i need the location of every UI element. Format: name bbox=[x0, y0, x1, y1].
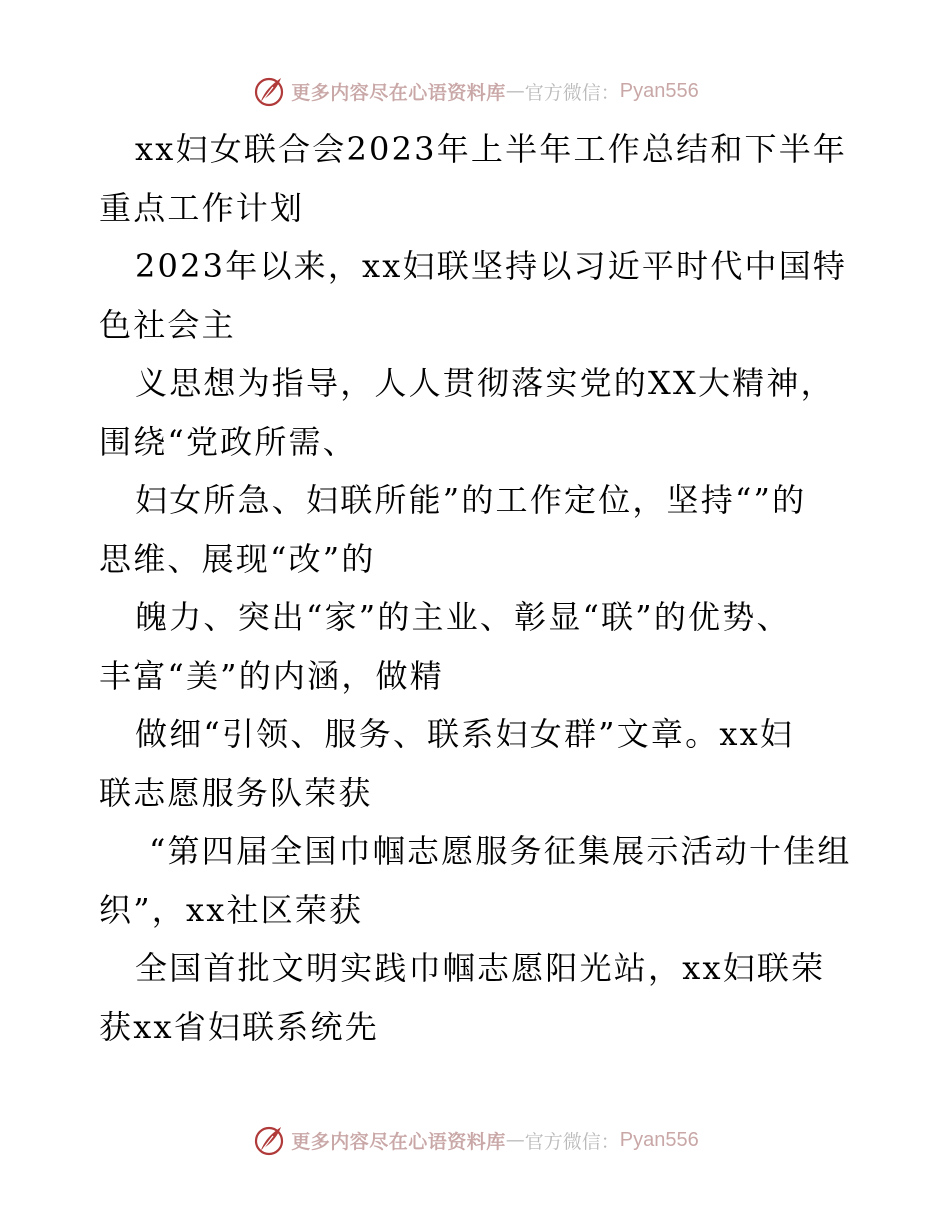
watermark-wechat-id: Pyan556 bbox=[619, 79, 699, 102]
feather-pen-logo-icon bbox=[251, 1122, 287, 1158]
paragraph-line: 妇女所急、妇联所能”的工作定位，坚持“”的 bbox=[135, 481, 807, 519]
paragraph-line: 魄力、突出“家”的主业、彰显“联”的优势、 bbox=[135, 598, 791, 636]
paragraph-line: 做细“引领、服务、联系妇女群”文章。xx妇 bbox=[135, 715, 795, 753]
paragraph-line: 全国首批文明实践巾帼志愿阳光站，xx妇联荣 bbox=[135, 949, 826, 987]
watermark-main-text: 更多内容尽在心语资料库 bbox=[291, 81, 506, 104]
watermark-separator: — bbox=[505, 1129, 525, 1151]
paragraph-line: 获xx省妇联系统先 bbox=[99, 1007, 379, 1046]
paragraph-line: 2023年以来，xx妇联坚持以习近平时代中国特 bbox=[135, 247, 848, 285]
watermark-main-text: 更多内容尽在心语资料库 bbox=[291, 1130, 506, 1153]
watermark-label: 官方微信： bbox=[524, 81, 620, 104]
paragraph-line: “第四届全国巾帼志愿服务征集展示活动十佳组 bbox=[149, 832, 852, 870]
paragraph-line: 色社会主 bbox=[99, 305, 236, 344]
paragraph-line: 围绕“党政所需、 bbox=[99, 422, 357, 461]
watermark-label: 官方微信： bbox=[524, 1130, 620, 1153]
paragraph-line: 义思想为指导，人人贯彻落实党的XX大精神， bbox=[135, 364, 835, 402]
paragraph-line: 联志愿服务队荣获 bbox=[99, 773, 373, 812]
document-body bbox=[99, 120, 859, 1056]
title-line-1: xx妇女联合会2023年上半年工作总结和下半年 bbox=[135, 130, 848, 168]
paragraph-line: 思维、展现“改”的 bbox=[99, 539, 376, 578]
watermark-separator: — bbox=[505, 80, 525, 102]
feather-pen-logo-icon bbox=[251, 73, 287, 109]
watermark-wechat-id: Pyan556 bbox=[619, 1128, 699, 1151]
paragraph-line: 织”，xx社区荣获 bbox=[99, 890, 364, 929]
footer-watermark bbox=[0, 1118, 950, 1162]
header-watermark bbox=[0, 69, 950, 113]
paragraph-line: 丰富“美”的内涵，做精 bbox=[99, 656, 444, 695]
title-line-2: 重点工作计划 bbox=[99, 188, 305, 227]
